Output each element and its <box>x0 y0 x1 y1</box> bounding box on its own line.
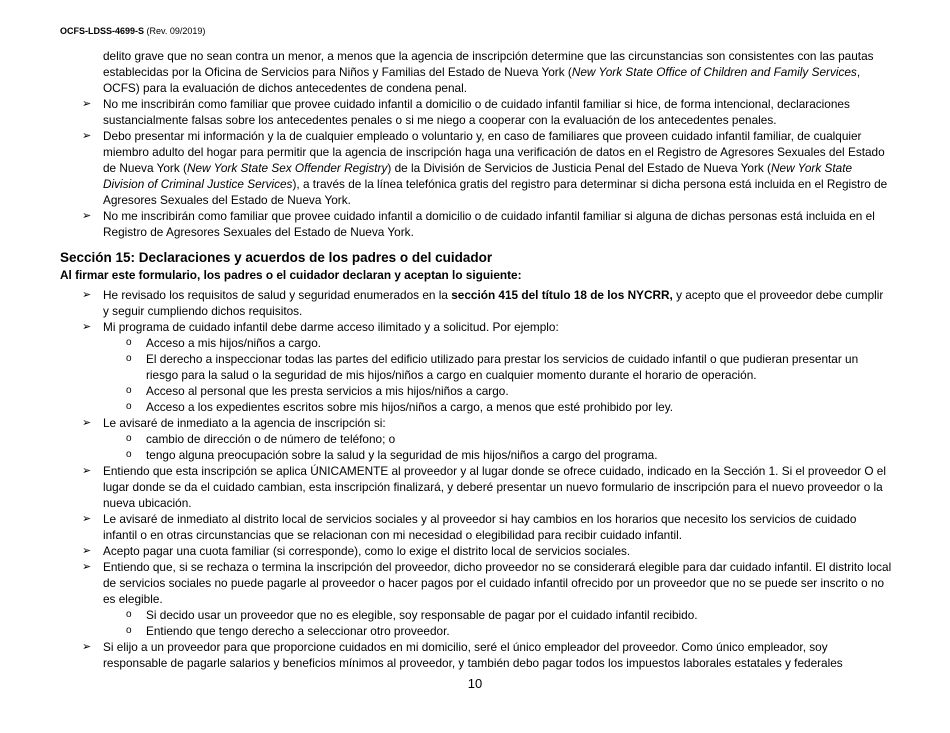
section-subtitle: Al firmar este formulario, los padres o el cuidador declaran y aceptan lo siguiente: <box>60 268 522 282</box>
arrow-bullet-icon: ➢ <box>82 513 92 525</box>
arrow-bullet-icon: ➢ <box>82 130 92 142</box>
text-segment-italic: New York State Office of Children and Family Services <box>571 65 857 79</box>
list-item-text: Entiendo que esta inscripción se aplica ÚNICAMENTE al proveedor y al lugar donde se ofrece cuidado, indicado en la Sección 1. Si el proveedor O el lugar donde se da el cuidado cambian, esta inscripción finalizará, y deberé presentar un nuevo formulario de inscripción para el nuevo proveedor o la nueva ubicación. <box>103 464 886 510</box>
list-item-text: Si elijo a un proveedor para que proporcione cuidados en mi domicilio, seré el único empleador del proveedor. Como único empleador, soy responsable de pagarle salarios y beneficios mínimos al proveedor, y también debo pagar todos los impuestos laborales estatales y federales <box>103 640 843 670</box>
sub-list-item <box>60 383 892 399</box>
circle-bullet-icon: o <box>126 353 132 364</box>
list-item-text: Acepto pagar una cuota familiar (si corresponde), como lo exige el distrito local de servicios sociales. <box>103 544 631 558</box>
sub-list-item <box>60 447 892 463</box>
arrow-bullet-icon: ➢ <box>82 321 92 333</box>
arrow-bullet-icon: ➢ <box>82 417 92 429</box>
continued-paragraph <box>60 48 892 96</box>
list-item <box>60 639 892 671</box>
sub-list-item-text: El derecho a inspeccionar todas las partes del edificio utilizado para prestar los servicios de cuidado infantil o que pudieran presentar un riesgo para la salud o la seguridad de mis hijos/niños a cargo en cualquier momento durante el horario de operación. <box>146 352 859 382</box>
list-item <box>60 511 892 543</box>
arrow-bullet-icon: ➢ <box>82 465 92 477</box>
sub-list-item <box>60 399 892 415</box>
text-segment: delito grave que no sean contra un menor, a menos que la agencia de inscripción determine que las circunstancias son consistentes con las pautas establecidas por la Oficina de Servicios para Niños y Familias del Estado de Nueva York ( <box>103 49 874 79</box>
text-segment: ), a través de la línea telefónica gratis del registro para determinar si dicha persona está incluida en el Registro de Agresores Sexuales del Estado de Nueva York. <box>103 177 888 207</box>
arrow-bullet-icon: ➢ <box>82 545 92 557</box>
list-item <box>60 415 892 431</box>
section-title: Sección 15: Declaraciones y acuerdos de los padres o del cuidador <box>60 250 493 265</box>
list-item-text: Entiendo que, si se rechaza o termina la inscripción del proveedor, dicho proveedor no se considerará elegible para dar cuidado infantil. El distrito local de servicios sociales no puede pagarle al proveedor o hacer pagos por el cuidado infantil ofrecido por un proveedor que no se puede ser inscrito o no es elegible. <box>103 560 892 606</box>
list-item <box>60 208 892 240</box>
list-item-text: Le avisaré de inmediato al distrito local de servicios sociales y al proveedor si hay cambios en los horarios que necesito los servicios de cuidado infantil o en otras circunstancias que se relacionan con mi necesidad o elegibilidad para recibir cuidado infantil. <box>103 512 857 542</box>
arrow-bullet-icon: ➢ <box>82 561 92 573</box>
page-content <box>60 48 892 671</box>
list-item <box>60 287 892 319</box>
list-item-text: No me inscribirán como familiar que provee cuidado infantil a domicilio o de cuidado infantil familiar si alguna de dichas personas está incluida en el Registro de Agresores Sexuales del Estado de Nueva York. <box>103 209 875 239</box>
sub-list-item <box>60 431 892 447</box>
circle-bullet-icon: o <box>126 449 132 460</box>
list-item-text: Le avisaré de inmediato a la agencia de inscripción si: <box>103 416 386 430</box>
text-segment-italic: New York State Sex Offender Registry <box>186 161 388 175</box>
list-item-text: Mi programa de cuidado infantil debe darme acceso ilimitado y a solicitud. Por ejemplo: <box>103 320 559 334</box>
circle-bullet-icon: o <box>126 609 132 620</box>
sub-list-item-text: cambio de dirección o de número de teléfono; o <box>146 432 396 446</box>
arrow-bullet-icon: ➢ <box>82 641 92 653</box>
text-segment: ) de la División de Servicios de Justicia Penal del Estado de Nueva York ( <box>387 161 771 175</box>
text-segment: , OCFS) para la evaluación de dichos antecedentes de condena penal. <box>103 65 861 95</box>
circle-bullet-icon: o <box>126 401 132 412</box>
list-item-text: No me inscribirán como familiar que provee cuidado infantil a domicilio o de cuidado infantil familiar si hice, de forma intencional, declaraciones sustancialmente falsas sobre los antecedentes penales o si me niego a cooperar con la evaluación de los antecedentes penales. <box>103 97 850 127</box>
list-item <box>60 559 892 607</box>
sub-list-item-text: Acceso a mis hijos/niños a cargo. <box>146 336 322 350</box>
arrow-bullet-icon: ➢ <box>82 289 92 301</box>
arrow-bullet-icon: ➢ <box>82 98 92 110</box>
sub-list-item <box>60 607 892 623</box>
page-number: 10 <box>467 676 483 691</box>
list-item <box>60 463 892 511</box>
circle-bullet-icon: o <box>126 625 132 636</box>
sub-list-item <box>60 335 892 351</box>
sub-list-item-text: tengo alguna preocupación sobre la salud y la seguridad de mis hijos/niños a cargo del programa. <box>146 448 658 462</box>
sub-list-item-text: Acceso a los expedientes escritos sobre mis hijos/niños a cargo, a menos que esté prohibido por ley. <box>146 400 673 414</box>
text-segment: y acepto que el proveedor debe cumplir y seguir cumpliendo dichos requisitos. <box>103 288 884 318</box>
text-segment: Debo presentar mi información y la de cualquier empleado o voluntario y, en caso de familiares que proveen cuidado infantil familiar, de cualquier miembro adulto del hogar para permitir que la agencia de inscripción haga una verificación de datos en el Registro de Agresores Sexuales del Estado de Nueva York ( <box>103 129 885 175</box>
text-segment-bold: sección 415 del título 18 de los NYCRR, <box>451 288 673 302</box>
sub-list-item-text: Entiendo que tengo derecho a seleccionar otro proveedor. <box>146 624 450 638</box>
text-segment: He revisado los requisitos de salud y seguridad enumerados en la <box>103 288 452 302</box>
form-revision: (Rev. 09/2019) <box>146 26 206 36</box>
sub-list-item-text: Si decido usar un proveedor que no es elegible, soy responsable de pagar por el cuidado infantil recibido. <box>146 608 698 622</box>
circle-bullet-icon: o <box>126 433 132 444</box>
form-header <box>60 26 205 36</box>
list-item <box>60 543 892 559</box>
arrow-bullet-icon: ➢ <box>82 210 92 222</box>
form-code: OCFS-LDSS-4699-S <box>60 26 145 36</box>
list-item <box>60 96 892 128</box>
sub-list-item <box>60 623 892 639</box>
text-segment-italic: New York State Division of Criminal Justice Services <box>103 161 853 191</box>
circle-bullet-icon: o <box>126 337 132 348</box>
circle-bullet-icon: o <box>126 385 132 396</box>
sub-list-item <box>60 351 892 383</box>
sub-list-item-text: Acceso al personal que les presta servicios a mis hijos/niños a cargo. <box>146 384 509 398</box>
list-item <box>60 128 892 208</box>
list-item <box>60 319 892 335</box>
